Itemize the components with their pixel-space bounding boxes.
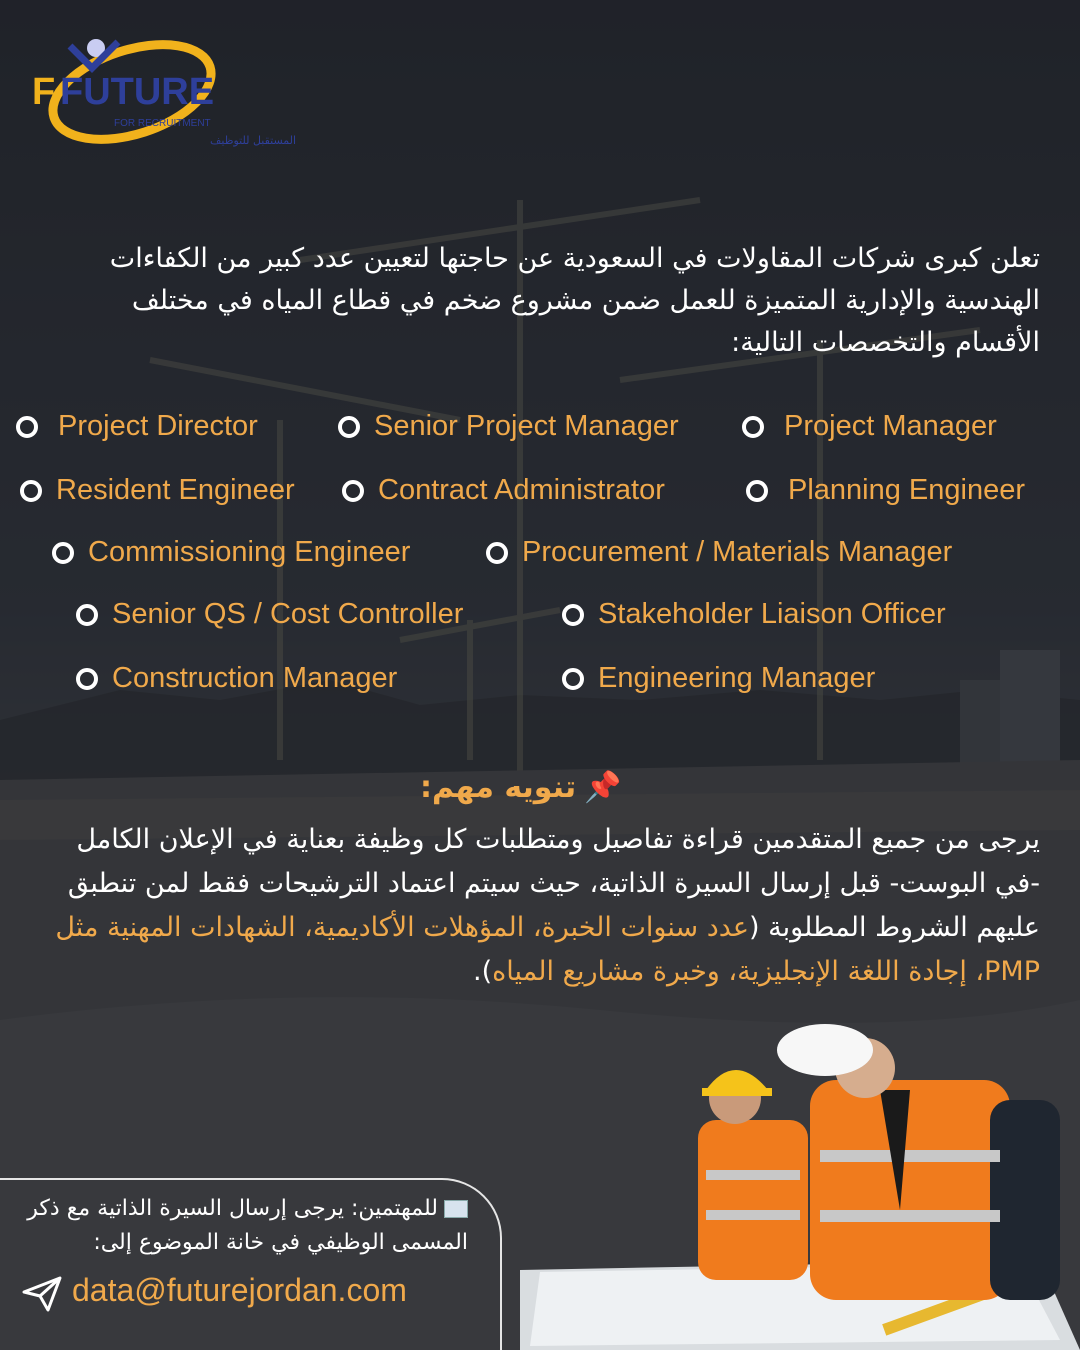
job-item [746, 474, 1025, 507]
job-title: Engineering Manager [598, 662, 876, 694]
engineers-photo [520, 1010, 1080, 1350]
job-title: Senior Project Manager [374, 410, 679, 442]
note-body [40, 818, 1040, 994]
email-link[interactable]: data@futurejordan.com [72, 1272, 407, 1308]
note-title: تنويه مهم: [420, 770, 577, 805]
paper-plane-icon [22, 1276, 62, 1312]
job-title: Contract Administrator [378, 474, 665, 506]
logo-f-letter: F [32, 71, 56, 113]
circle-bullet-icon [52, 542, 74, 564]
circle-bullet-icon [20, 480, 42, 502]
circle-bullet-icon [562, 668, 584, 690]
circle-bullet-icon [16, 416, 38, 438]
logo-word: FUTURE [60, 71, 215, 113]
circle-bullet-icon [562, 604, 584, 626]
pushpin-icon: 📌 [584, 770, 622, 805]
job-title: Stakeholder Liaison Officer [598, 598, 946, 630]
job-item [52, 536, 410, 569]
job-title: Commissioning Engineer [88, 536, 411, 568]
note-highlight: عدد سنوات الخبرة، المؤهلات الأكاديمية، الشهادات المهنية مثل PMP، إجادة اللغة الإنجليزية، وخبرة مشاريع المياه [55, 912, 1040, 987]
job-title: Senior QS / Cost Controller [112, 598, 464, 630]
job-title: Project Manager [784, 410, 997, 442]
job-item [20, 474, 295, 507]
circle-bullet-icon [746, 480, 768, 502]
future-logo [22, 28, 297, 158]
job-title: Construction Manager [112, 662, 398, 694]
job-title: Resident Engineer [56, 474, 295, 506]
job-title: Project Director [58, 410, 258, 442]
job-item [76, 598, 463, 631]
job-title: Procurement / Materials Manager [522, 536, 953, 568]
circle-bullet-icon [742, 416, 764, 438]
job-item [486, 536, 952, 569]
circle-bullet-icon [76, 604, 98, 626]
job-item [338, 410, 679, 443]
circle-bullet-icon [338, 416, 360, 438]
circle-bullet-icon [342, 480, 364, 502]
job-item [562, 662, 875, 695]
note-heading [420, 770, 621, 805]
circle-bullet-icon [76, 668, 98, 690]
logo-tagline: FOR RECRUITMENT [114, 118, 211, 129]
contact-instructions [18, 1192, 468, 1260]
circle-bullet-icon [486, 542, 508, 564]
intro-text: تعلن كبرى شركات المقاولات في السعودية عن حاجتها لتعيين عدد كبير من الكفاءات الهندسية والإدارية المتميزة للعمل ضمن مشروع ضخم في قطاع المياه في مختلف الأقسام والتخصصات التالية: [109, 243, 1040, 358]
job-item [76, 662, 397, 695]
job-item [562, 598, 946, 631]
envelope-icon [444, 1200, 468, 1218]
job-item [16, 410, 258, 443]
job-item [742, 410, 997, 443]
note-text: يرجى من جميع المتقدمين قراءة تفاصيل ومتطلبات كل وظيفة بعناية في الإعلان الكامل -في البوست- قبل إرسال السيرة الذاتية، حيث سيتم اعتماد الترشيحات فقط لمن تنطبق عليهم الشروط المطلوبة ( [67, 824, 1040, 943]
note-text-end: ). [473, 956, 493, 987]
logo-arabic-tagline: المستقبل للتوظيف [210, 134, 297, 147]
job-title: Planning Engineer [788, 474, 1026, 506]
job-item [342, 474, 665, 507]
contact-text: للمهتمين: يرجى إرسال السيرة الذاتية مع ذكر المسمى الوظيفي في خانة الموضوع إلى: [27, 1196, 468, 1255]
